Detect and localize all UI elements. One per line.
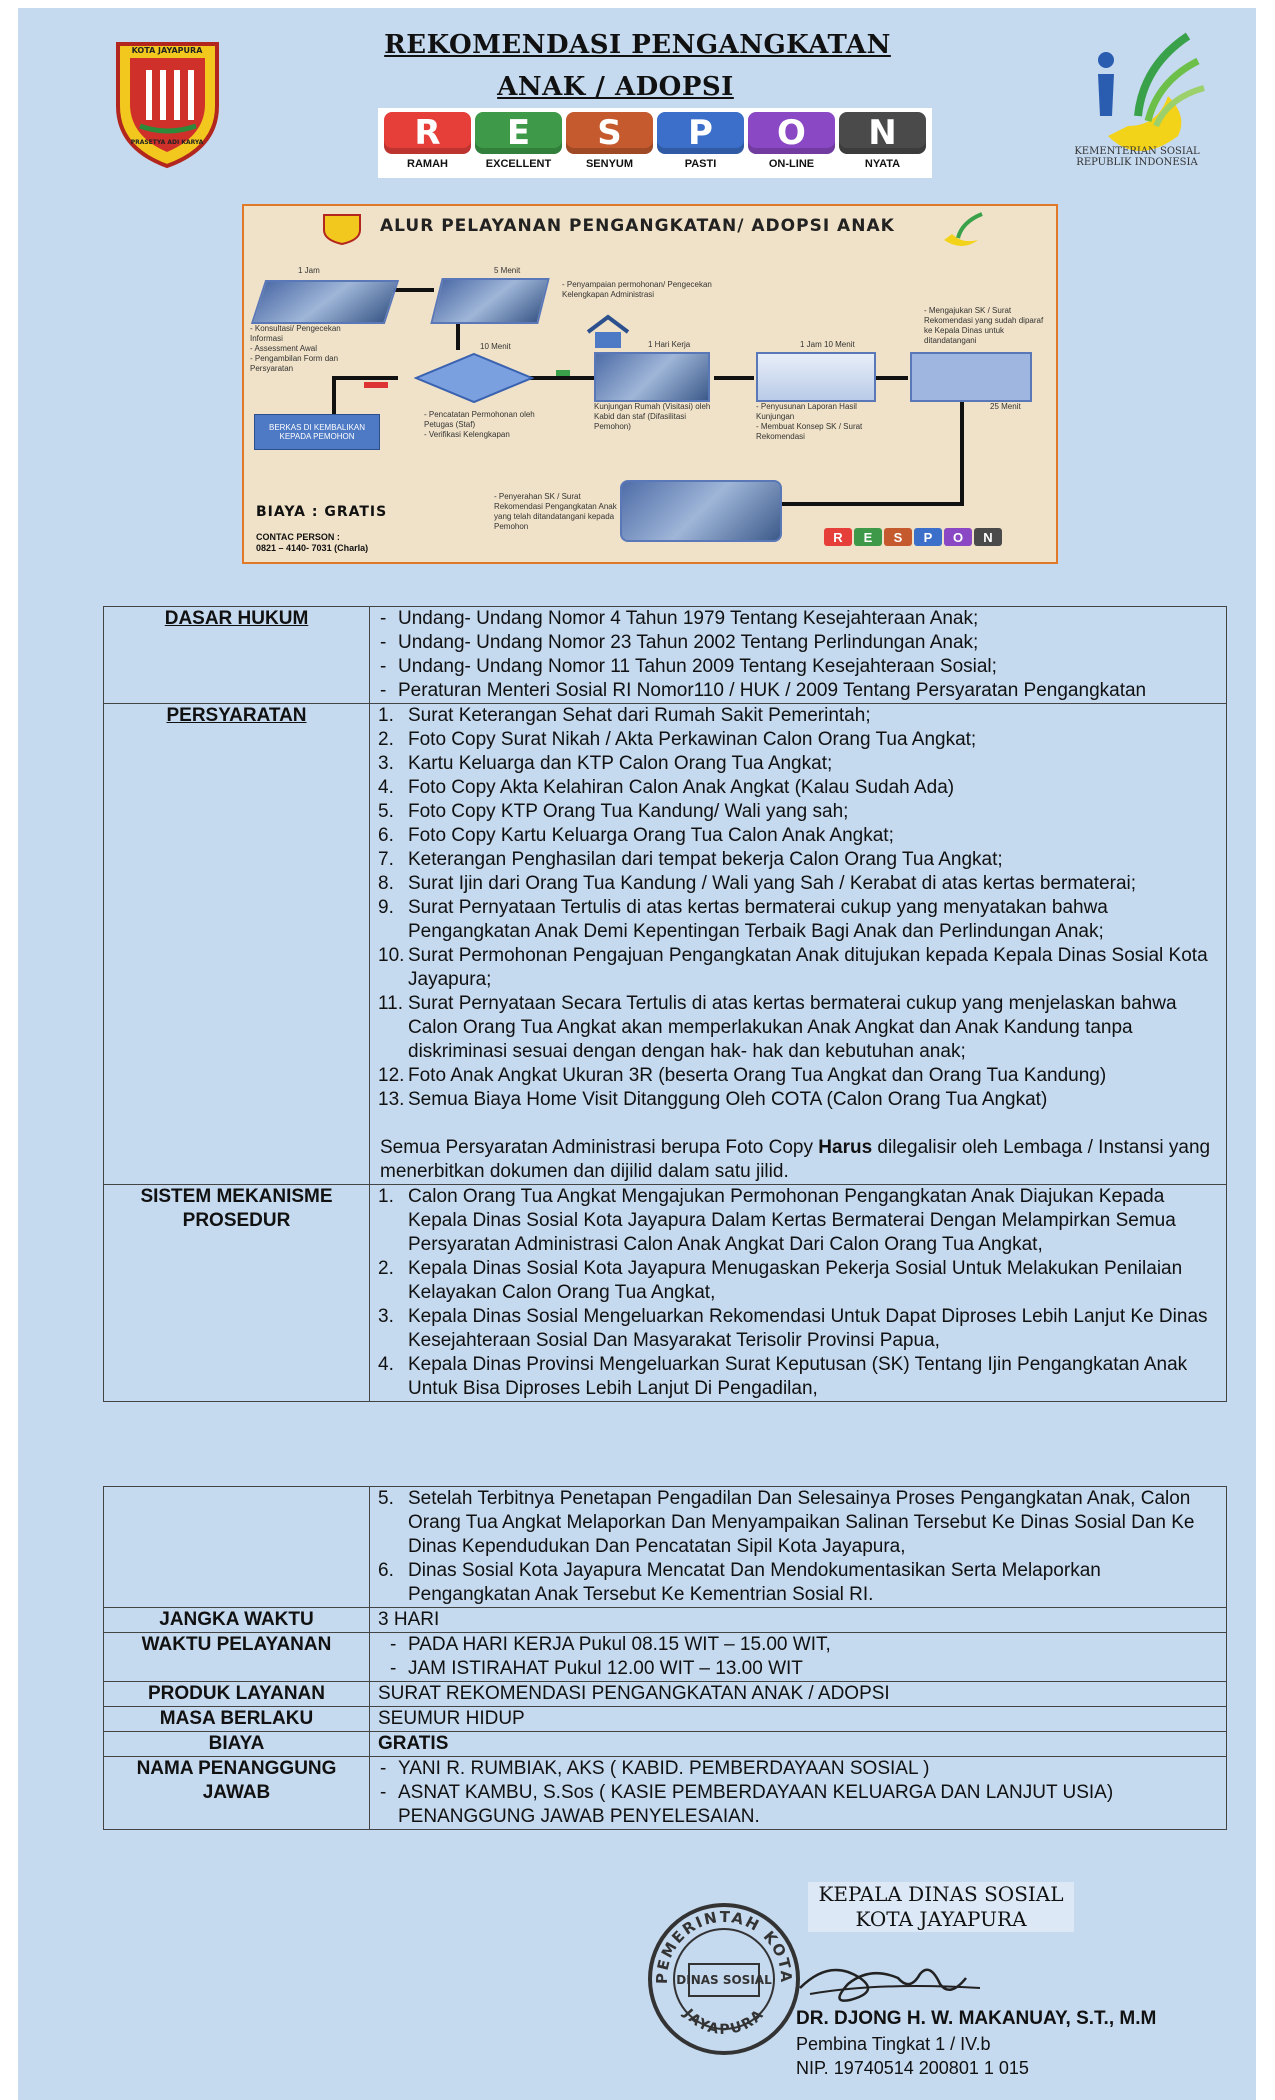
value-produk-layanan: SURAT REKOMENDASI PENGANGKATAN ANAK / ADOPSI — [370, 1682, 1227, 1707]
flow-arrow — [392, 288, 434, 292]
row-produk-layanan — [104, 1682, 1227, 1707]
time-label: 1 Hari Kerja — [648, 340, 691, 349]
list-item: 4. Kepala Dinas Provinsi Mengeluarkan Surat Keputusan (SK) Tentang Ijin Pengangkatan Anak Untuk Bisa Diproses Lebih Lanjut Di Pengadilan, — [378, 1354, 1188, 1399]
time-label: 1 Jam 10 Menit — [800, 340, 855, 349]
row-prosedur — [104, 1185, 1227, 1402]
returned-box: BERKAS DI KEMBALIKAN KEPADA PEMOHON — [254, 414, 380, 450]
list-item: 1. Surat Keterangan Sehat dari Rumah Sakit Pemerintah; — [378, 705, 871, 726]
time-label: 1 Jam — [298, 266, 320, 275]
list-item: 3. Kartu Keluarga dan KTP Calon Orang Tua Angkat; — [378, 753, 833, 774]
flow-arrow — [960, 402, 964, 504]
step5-text: - Penyusunan Laporan Hasil Kunjungan - Membuat Konsep SK / Surat Rekomendasi — [756, 402, 863, 441]
value-persyaratan — [370, 704, 1227, 1185]
label-dasar-hukum: DASAR HUKUM — [104, 607, 370, 704]
biaya-label: BIAYA : GRATIS — [256, 504, 388, 520]
kemensos-mini-logo — [934, 210, 988, 250]
list-item: 13. Semua Biaya Home Visit Ditanggung Oleh COTA (Calon Orang Tua Angkat) — [378, 1089, 1048, 1110]
step4-text: Kunjungan Rumah (Visitasi) oleh Kabid dan staf (Difasilitasi Pemohon) — [594, 402, 711, 431]
row-masa-berlaku — [104, 1707, 1227, 1732]
list-item: 10. Surat Permohonan Pengajuan Pengangkatan Anak ditujukan kepada Kepala Dinas Sosial Kota Jayapura; — [378, 945, 1208, 990]
list-item: 2. Kepala Dinas Sosial Kota Jayapura Menugaskan Pekerja Sosial Untuk Melakukan Penilaian Kelayakan Calon Orang Tua Angkat, — [378, 1258, 1183, 1303]
label-masa-berlaku: MASA BERLAKU — [104, 1707, 370, 1732]
respon-letter: P — [914, 528, 942, 546]
step3-text: - Pencatatan Permohonan oleh Petugas (Staf) - Verifikasi Kelengkapan — [424, 410, 535, 439]
kemensos-logo-text: KEMENTERIAN SOSIAL REPUBLIK INDONESIA — [1074, 146, 1200, 168]
label-prosedur: SISTEM MEKANISME PROSEDUR — [104, 1185, 370, 1402]
row-biaya — [104, 1732, 1227, 1757]
label-penanggung-jawab: NAMA PENANGGUNG JAWAB — [104, 1757, 370, 1830]
respon-letter: P — [657, 112, 744, 154]
list-item: 4. Foto Copy Akta Kelahiran Calon Anak Angkat (Kalau Sudah Ada) — [378, 777, 955, 798]
respon-letter: N — [974, 528, 1002, 546]
svg-text:PEMERINTAH KOTA: PEMERINTAH KOTA — [652, 1907, 796, 1985]
jayapura-mini-logo — [320, 212, 364, 246]
respon-item — [657, 112, 744, 174]
time-label: 25 Menit — [990, 402, 1021, 411]
time-label: 10 Menit — [480, 342, 511, 351]
row-persyaratan — [104, 704, 1227, 1185]
list-item: 12. Foto Anak Angkat Ukuran 3R (beserta Orang Tua Angkat dan Orang Tua Kandung) — [378, 1065, 1107, 1086]
value-prosedur — [370, 1185, 1227, 1402]
reject-marker — [364, 382, 388, 388]
page-title-line1: REKOMENDASI PENGANGKATAN — [384, 30, 891, 60]
signatory-nip: NIP. 19740514 200801 1 015 — [796, 2058, 1029, 2078]
step3-diamond — [414, 352, 534, 404]
row-prosedur-continued — [104, 1487, 1227, 1608]
label-waktu-pelayanan: WAKTU PELAYANAN — [104, 1633, 370, 1682]
list-item: - PADA HARI KERJA Pukul 08.15 WIT – 15.00 WIT, — [388, 1633, 1218, 1657]
respon-item — [748, 112, 835, 174]
step4-photo — [594, 352, 710, 402]
list-item: - JAM ISTIRAHAT Pukul 12.00 WIT – 13.00 WIT — [388, 1657, 1218, 1681]
signatory-rank: Pembina Tingkat 1 / IV.b — [796, 2034, 991, 2054]
respon-word: PASTI — [684, 158, 717, 170]
row-dasar-hukum — [104, 607, 1227, 704]
respon-item — [384, 112, 471, 174]
flow-arrow — [334, 376, 398, 380]
respon-item — [566, 112, 653, 174]
value-waktu-pelayanan — [370, 1633, 1227, 1682]
respon-word: EXCELLENT — [485, 158, 552, 170]
list-item: 1. Calon Orang Tua Angkat Mengajukan Permohonan Pengangkatan Anak Diajukan Kepada Kepala Dinas Sosial Kota Jayapura Dalam Kertas Bermaterai Dengan Melampirkan Semua Persyaratan Administrasi Calon Anak Angkat Dari Calon Orang Tua Angkat, — [378, 1186, 1176, 1255]
respon-item — [839, 112, 926, 174]
house-icon — [584, 314, 632, 350]
list-item: - Undang- Undang Nomor 4 Tahun 1979 Tentang Kesejahteraan Anak; — [378, 607, 1218, 631]
step2-text: - Penyampaian permohonan/ Pengecekan Kelengkapan Administrasi — [562, 280, 712, 299]
signature-title: KEPALA DINAS SOSIAL KOTA JAYAPURA — [808, 1882, 1074, 1932]
mini-respon-banner — [824, 528, 1002, 546]
contact-phone: 0821 – 4140- 7031 (Charla) — [256, 543, 369, 553]
respon-word: RAMAH — [407, 158, 448, 170]
row-waktu-pelayanan — [104, 1633, 1227, 1682]
row-penanggung-jawab — [104, 1757, 1227, 1830]
list-item: - Undang- Undang Nomor 23 Tahun 2002 Tentang Perlindungan Anak; — [378, 631, 1218, 655]
label-jangka-waktu: JANGKA WAKTU — [104, 1608, 370, 1633]
list-item: 5. Setelah Terbitnya Penetapan Pengadilan Dan Selesainya Proses Pengangkatan Anak, Calon Orang Tua Angkat Melaporkan Dan Menyampaikan Salinan Tersebut Ke Dinas Sosial Dan Ke Dinas Kependudukan Dan Pencatatan Sipil Kota Jayapura, — [378, 1488, 1195, 1557]
step1-photo — [251, 280, 399, 324]
list-item: 11. Surat Pernyataan Secara Tertulis di atas kertas bermaterai cukup yang menjelaskan bahwa Calon Orang Tua Angkat akan memperlakukan Anak Angkat dan Anak Kandung tanpa diskriminasi sesuai dengan dengan hak- hak dan kebutuhan anak; — [378, 993, 1177, 1062]
value-dasar-hukum — [370, 607, 1227, 704]
step7-text: - Penyerahan SK / Surat Rekomendasi Pengangkatan Anak yang telah ditandatangani kepada Pemohon — [494, 492, 617, 531]
respon-word: SENYUM — [585, 158, 634, 170]
row-jangka-waktu — [104, 1608, 1227, 1633]
step1-text: - Konsultasi/ Pengecekan Informasi - Assessment Awal - Pengambilan Form dan Persyaratan — [250, 324, 341, 373]
step5-photo — [756, 352, 876, 402]
service-table-1 — [103, 606, 1227, 1402]
value-biaya: GRATIS — [370, 1732, 1227, 1757]
label-empty — [104, 1487, 370, 1608]
value-jangka-waktu: 3 HARI — [370, 1608, 1227, 1633]
step2-photo — [430, 278, 549, 324]
respon-letter: E — [475, 112, 562, 154]
handwritten-signature — [790, 1948, 990, 2012]
flow-arrow — [714, 376, 754, 380]
flow-arrow — [780, 502, 964, 506]
flow-arrow — [874, 376, 908, 380]
respon-letter: S — [884, 528, 912, 546]
list-item: - Undang- Undang Nomor 11 Tahun 2009 Tentang Kesejahteraan Sosial; — [378, 655, 1218, 679]
list-item: - YANI R. RUMBIAK, AKS ( KABID. PEMBERDAYAAN SOSIAL ) — [378, 1757, 1218, 1781]
step6-text: - Mengajukan SK / Surat Rekomendasi yang sudah diparaf ke Kepala Dinas untuk ditandatangani — [924, 306, 1044, 345]
label-persyaratan: PERSYARATAN — [104, 704, 370, 1185]
flow-arrow — [524, 376, 604, 380]
flow-title: ALUR PELAYANAN PENGANGKATAN/ ADOPSI ANAK — [380, 216, 895, 236]
list-item: 8. Surat Ijin dari Orang Tua Kandung / Wali yang Sah / Kerabat di atas kertas bermaterai; — [378, 873, 1137, 894]
list-item: - ASNAT KAMBU, S.Sos ( KASIE PEMBERDAYAAN KELUARGA DAN LANJUT USIA) PENANGGUNG JAWAB PENYELESAIAN. — [378, 1781, 1218, 1829]
value-masa-berlaku: SEUMUR HIDUP — [370, 1707, 1227, 1732]
contact-person — [256, 532, 368, 554]
signatory-name: DR. DJONG H. W. MAKANUAY, S.T., M.M — [796, 2008, 1157, 2029]
respon-letter: N — [839, 112, 926, 154]
respon-word: NYATA — [864, 158, 901, 170]
contact-label: CONTAC PERSON : — [256, 532, 340, 542]
service-table-2 — [103, 1486, 1227, 1830]
list-item: 7. Keterangan Penghasilan dari tempat bekerja Calon Orang Tua Angkat; — [378, 849, 1003, 870]
svg-text:JAYAPURA: JAYAPURA — [680, 2005, 768, 2039]
value-prosedur-continued — [370, 1487, 1227, 1608]
label-biaya: BIAYA — [104, 1732, 370, 1757]
list-item: 6. Foto Copy Kartu Keluarga Orang Tua Calon Anak Angkat; — [378, 825, 894, 846]
flow-arrow — [332, 376, 336, 414]
list-item: 6. Dinas Sosial Kota Jayapura Mencatat Dan Mendokumentasikan Serta Melaporkan Pengangkatan Anak Tersebut Ke Kementrian Sosial RI. — [378, 1560, 1101, 1605]
list-item: 2. Foto Copy Surat Nikah / Akta Perkawinan Calon Orang Tua Angkat; — [378, 729, 977, 750]
respon-word: ON-LINE — [768, 158, 815, 170]
approve-marker — [556, 370, 570, 376]
service-flow-diagram — [242, 204, 1058, 564]
list-item: - Peraturan Menteri Sosial RI Nomor110 / HUK / 2009 Tentang Persyaratan Pengangkatan — [378, 679, 1218, 703]
respon-letter: O — [748, 112, 835, 154]
respon-letter: R — [384, 112, 471, 154]
value-penanggung-jawab — [370, 1757, 1227, 1830]
respon-letter: S — [566, 112, 653, 154]
respon-banner — [378, 108, 932, 178]
respon-letter: R — [824, 528, 852, 546]
page-title-line2: ANAK / ADOPSI — [497, 72, 734, 102]
respon-item — [475, 112, 562, 174]
list-item: 9. Surat Pernyataan Tertulis di atas kertas bermaterai cukup yang menyatakan bahwa Pengangkatan Anak Demi Kepentingan Terbaik Bagi Anak dan Perlindungan Anak; — [378, 897, 1108, 942]
step7-photo — [620, 480, 782, 542]
step6-photo — [910, 352, 1032, 402]
svg-text:DINAS SOSIAL: DINAS SOSIAL — [676, 1973, 772, 1987]
respon-letter: E — [854, 528, 882, 546]
official-stamp — [645, 1900, 803, 2058]
respon-letter: O — [944, 528, 972, 546]
logo-left-top-text: KOTA JAYAPURA — [131, 46, 203, 55]
logo-left-bottom-text: PRASETYA ADI KARYA — [130, 139, 204, 146]
list-item: 5. Foto Copy KTP Orang Tua Kandung/ Wali yang sah; — [378, 801, 849, 822]
list-item: 3. Kepala Dinas Sosial Mengeluarkan Rekomendasi Untuk Dapat Diproses Lebih Lanjut Ke Dinas Kesejahteraan Sosial Dan Masyarakat Terisolir Provinsi Papua, — [378, 1306, 1208, 1351]
persyaratan-note: Semua Persyaratan Administrasi berupa Foto Copy Harus dilegalisir oleh Lembaga / Instansi yang menerbitkan dokumen dan dijilid dalam satu jilid. — [380, 1137, 1211, 1182]
label-produk-layanan: PRODUK LAYANAN — [104, 1682, 370, 1707]
time-label: 5 Menit — [494, 266, 521, 275]
